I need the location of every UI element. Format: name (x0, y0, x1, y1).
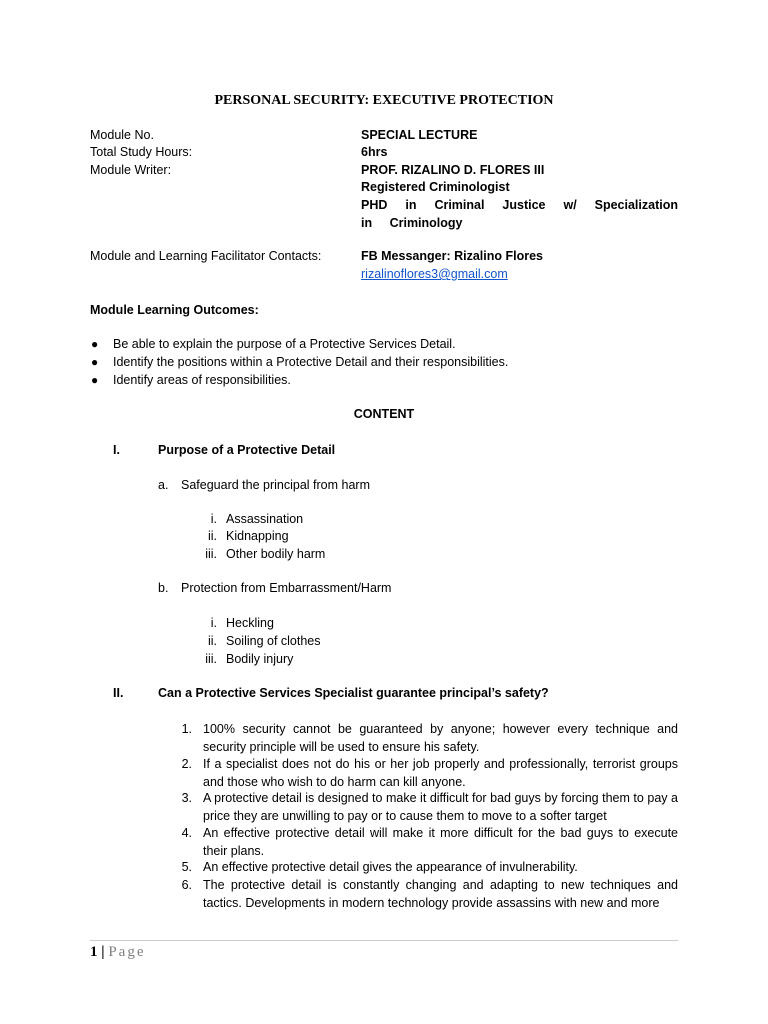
list-item: The protective detail is constantly changing and adapting to new techniques and tactics. Developments in modern technology provide assassins with new and more (203, 878, 678, 910)
list-number: ii. (207, 634, 217, 648)
list-number: 6. (181, 878, 192, 892)
list-letter: b. (158, 581, 169, 595)
list-item: Kidnapping (226, 529, 289, 543)
page-title: PERSONAL SECURITY: EXECUTIVE PROTECTION (214, 93, 554, 108)
outcome-item: Identify the positions within a Protective Detail and their responsibilities. (113, 355, 509, 369)
module-no-value: SPECIAL LECTURE (361, 128, 478, 142)
writer-title: Registered Criminologist (361, 180, 510, 194)
list-item: 100% security cannot be guaranteed by anyone; however every technique and security principle will be used to ensure his safety. (203, 722, 678, 754)
writer-degree: PHD in Criminal Justice w/ Specialization in Criminology (361, 198, 678, 230)
footer-separator: | (101, 944, 105, 960)
contacts-email-link[interactable]: rizalinoflores3@gmail.com (361, 267, 508, 281)
module-no-label: Module No. (90, 128, 154, 142)
list-item: If a specialist does not do his or her job properly and professionally, terrorist groups and those who wish to do harm can kill anyone. (203, 757, 678, 789)
list-item: Bodily injury (226, 652, 294, 666)
outcomes-heading: Module Learning Outcomes: (90, 303, 259, 317)
contacts-fb: FB Messanger: Rizalino Flores (361, 249, 543, 263)
section-numeral: II. (113, 686, 124, 700)
outcome-item: Identify areas of responsibilities. (113, 373, 291, 387)
bullet-icon: ● (91, 373, 99, 387)
list-item: An effective protective detail will make it more difficult for the bad guys to execute their plans. (203, 826, 678, 858)
outcome-item: Be able to explain the purpose of a Protective Services Detail. (113, 337, 456, 351)
list-item: Other bodily harm (226, 547, 326, 561)
list-number: ii. (207, 529, 217, 543)
list-item: Assassination (226, 512, 304, 526)
subsection-text: Protection from Embarrassment/Harm (181, 581, 392, 595)
subsection-text: Safeguard the principal from harm (181, 478, 370, 492)
list-number: i. (210, 512, 217, 526)
writer-label: Module Writer: (90, 163, 172, 177)
hours-value: 6hrs (361, 145, 388, 159)
content-heading: CONTENT (353, 407, 415, 421)
contacts-label: Module and Learning Facilitator Contacts: (90, 249, 322, 263)
list-number: iii. (205, 547, 217, 561)
page-number: 1 (90, 944, 98, 960)
page-word: Page (108, 944, 146, 960)
list-number: i. (210, 616, 217, 630)
list-item: A protective detail is designed to make it difficult for bad guys by forcing them to pay a price they are unwilling to pay or to cause them to move to a softer target (203, 791, 678, 823)
hours-label: Total Study Hours: (90, 145, 193, 159)
section-numeral: I. (113, 443, 120, 457)
section-heading: Purpose of a Protective Detail (158, 443, 336, 457)
list-number: 4. (181, 826, 192, 840)
list-item: Heckling (226, 616, 274, 630)
list-number: 2. (181, 757, 192, 771)
footer-divider (90, 940, 678, 941)
list-item: An effective protective detail gives the appearance of invulnerability. (203, 860, 578, 874)
list-letter: a. (158, 478, 169, 492)
list-item: Soiling of clothes (226, 634, 321, 648)
list-number: 5. (181, 860, 192, 874)
bullet-icon: ● (91, 337, 99, 351)
bullet-icon: ● (91, 355, 99, 369)
list-number: iii. (205, 652, 217, 666)
section-heading: Can a Protective Services Specialist guarantee principal’s safety? (158, 686, 549, 700)
list-number: 1. (181, 722, 192, 736)
writer-name: PROF. RIZALINO D. FLORES III (361, 163, 545, 177)
page-footer (90, 943, 145, 961)
list-number: 3. (181, 791, 192, 805)
